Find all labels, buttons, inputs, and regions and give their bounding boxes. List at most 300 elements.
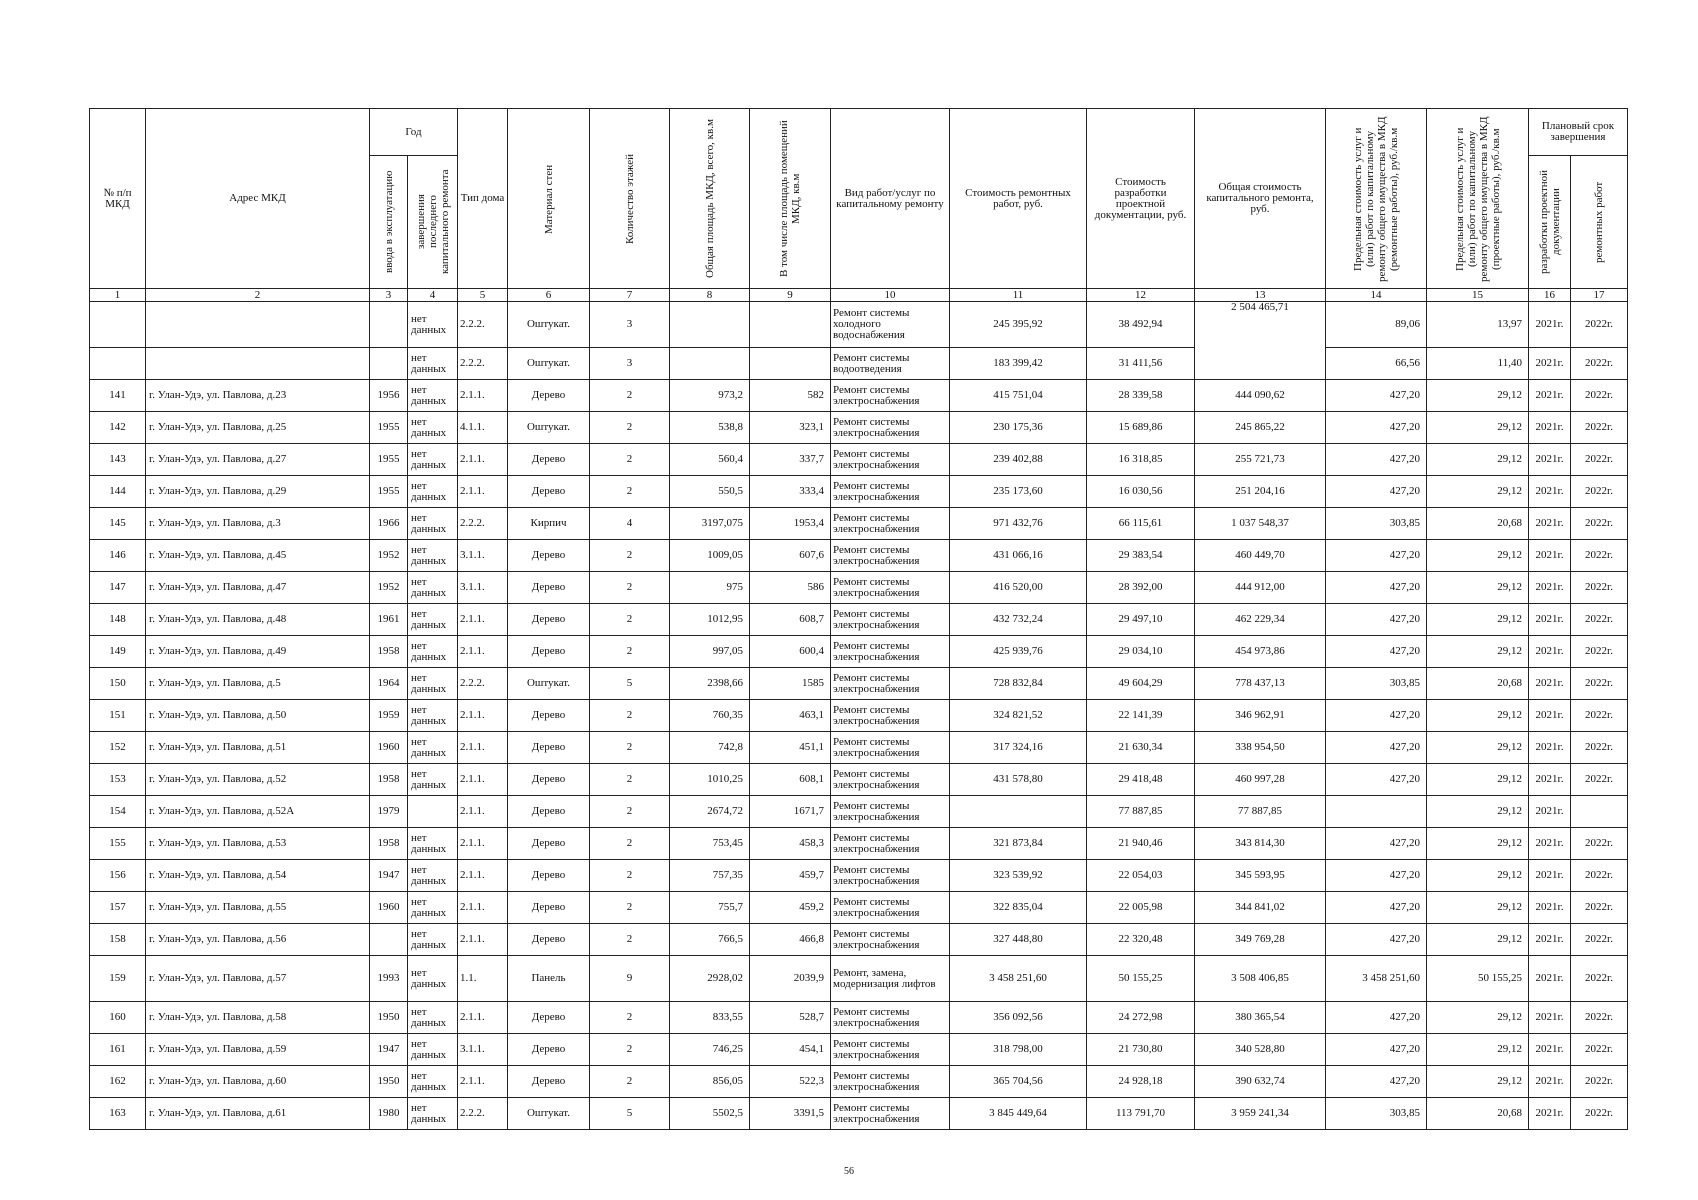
repair-cost-cell: 3 845 449,64 (950, 1098, 1087, 1130)
address-cell: г. Улан-Удэ, ул. Павлова, д.60 (146, 1066, 370, 1098)
limit-repair-cell: 427,20 (1326, 700, 1427, 732)
total-area-cell: 2674,72 (670, 796, 750, 828)
table-row (90, 796, 1628, 828)
total-area-cell: 550,5 (670, 476, 750, 508)
plan-repair-cell: 2022г. (1571, 348, 1628, 380)
premises-area-cell: 3391,5 (750, 1098, 831, 1130)
work-type-cell: Ремонт системы электроснабжения (831, 892, 950, 924)
plan-design-cell: 2021г. (1529, 732, 1571, 764)
plan-repair-cell: 2022г. (1571, 700, 1628, 732)
design-cost-cell: 29 034,10 (1087, 636, 1195, 668)
row-number-cell: 156 (90, 860, 146, 892)
total-cost-cell: 349 769,28 (1195, 924, 1326, 956)
last-repair-cell: нет данных (408, 348, 458, 380)
repair-cost-cell: 365 704,56 (950, 1066, 1087, 1098)
row-number-cell: 149 (90, 636, 146, 668)
limit-design-cell: 29,12 (1427, 860, 1529, 892)
col-number: 7 (590, 289, 670, 302)
limit-design-cell: 29,12 (1427, 412, 1529, 444)
limit-design-cell: 29,12 (1427, 604, 1529, 636)
floors-cell: 2 (590, 380, 670, 412)
table-body (90, 302, 1628, 380)
table-row (90, 444, 1628, 476)
plan-design-cell: 2021г. (1529, 636, 1571, 668)
plan-repair-cell: 2022г. (1571, 444, 1628, 476)
total-area-cell: 3197,075 (670, 508, 750, 540)
floors-cell: 4 (590, 508, 670, 540)
floors-cell: 5 (590, 1098, 670, 1130)
house-type-cell: 4.1.1. (458, 412, 508, 444)
year-built-cell: 1950 (370, 1002, 408, 1034)
limit-design-cell: 29,12 (1427, 1066, 1529, 1098)
last-repair-cell: нет данных (408, 764, 458, 796)
limit-repair-cell: 427,20 (1326, 1034, 1427, 1066)
plan-design-cell: 2021г. (1529, 828, 1571, 860)
last-repair-cell: нет данных (408, 302, 458, 348)
floors-cell: 2 (590, 1066, 670, 1098)
premises-area-cell: 458,3 (750, 828, 831, 860)
floors-cell: 2 (590, 828, 670, 860)
last-repair-cell: нет данных (408, 860, 458, 892)
design-cost-cell: 21 940,46 (1087, 828, 1195, 860)
plan-repair-cell: 2022г. (1571, 1002, 1628, 1034)
total-cost-cell: 444 912,00 (1195, 572, 1326, 604)
plan-repair-cell: 2022г. (1571, 636, 1628, 668)
last-repair-cell: нет данных (408, 668, 458, 700)
total-cost-cell: 454 973,86 (1195, 636, 1326, 668)
premises-area-cell: 451,1 (750, 732, 831, 764)
floors-cell: 5 (590, 668, 670, 700)
plan-design-cell: 2021г. (1529, 668, 1571, 700)
premises-area-cell: 466,8 (750, 924, 831, 956)
col-number: 14 (1326, 289, 1427, 302)
wall-material-cell: Дерево (508, 764, 590, 796)
premises-area-cell: 582 (750, 380, 831, 412)
total-cost-cell: 1 037 548,37 (1195, 508, 1326, 540)
premises-area-cell: 1671,7 (750, 796, 831, 828)
work-type-cell: Ремонт системы электроснабжения (831, 1066, 950, 1098)
total-area-cell: 757,35 (670, 860, 750, 892)
design-cost-cell: 29 383,54 (1087, 540, 1195, 572)
limit-repair-cell: 427,20 (1326, 828, 1427, 860)
plan-design-cell: 2021г. (1529, 892, 1571, 924)
floors-cell: 2 (590, 636, 670, 668)
total-cost-cell: 390 632,74 (1195, 1066, 1326, 1098)
repair-cost-cell: 327 448,80 (950, 924, 1087, 956)
plan-design-cell: 2021г. (1529, 572, 1571, 604)
total-cost-cell: 444 090,62 (1195, 380, 1326, 412)
total-cost-cell: 77 887,85 (1195, 796, 1326, 828)
limit-repair-cell: 89,06 (1326, 302, 1427, 348)
last-repair-cell: нет данных (408, 1002, 458, 1034)
wall-material-cell: Дерево (508, 444, 590, 476)
premises-area-cell: 323,1 (750, 412, 831, 444)
header-col-13: Общая стоимость капитального ремонта, руб. (1195, 109, 1326, 289)
limit-design-cell: 29,12 (1427, 572, 1529, 604)
address-cell: г. Улан-Удэ, ул. Павлова, д.57 (146, 956, 370, 1002)
address-cell: г. Улан-Удэ, ул. Павлова, д.29 (146, 476, 370, 508)
design-cost-cell: 24 272,98 (1087, 1002, 1195, 1034)
house-type-cell: 1.1. (458, 956, 508, 1002)
work-type-cell: Ремонт системы электроснабжения (831, 476, 950, 508)
plan-design-cell: 2021г. (1529, 1002, 1571, 1034)
row-number-cell: 145 (90, 508, 146, 540)
last-repair-cell: нет данных (408, 732, 458, 764)
address-cell: г. Улан-Удэ, ул. Павлова, д.3 (146, 508, 370, 540)
design-cost-cell: 24 928,18 (1087, 1066, 1195, 1098)
table-row (90, 1098, 1628, 1130)
address-cell: г. Улан-Удэ, ул. Павлова, д.52А (146, 796, 370, 828)
plan-design-cell: 2021г. (1529, 302, 1571, 348)
work-type-cell: Ремонт системы электроснабжения (831, 764, 950, 796)
work-type-cell: Ремонт системы электроснабжения (831, 444, 950, 476)
total-area-cell: 560,4 (670, 444, 750, 476)
table-row (90, 572, 1628, 604)
address-cell: г. Улан-Удэ, ул. Павлова, д.45 (146, 540, 370, 572)
repair-cost-cell: 245 395,92 (950, 302, 1087, 348)
total-cost-cell: 3 508 406,85 (1195, 956, 1326, 1002)
year-built-cell: 1952 (370, 540, 408, 572)
row-number-cell: 144 (90, 476, 146, 508)
wall-material-cell: Кирпич (508, 508, 590, 540)
limit-design-cell: 29,12 (1427, 892, 1529, 924)
premises-area-cell: 608,7 (750, 604, 831, 636)
table-row (90, 860, 1628, 892)
plan-repair-cell: 2022г. (1571, 732, 1628, 764)
total-area-cell: 997,05 (670, 636, 750, 668)
plan-repair-cell: 2022г. (1571, 668, 1628, 700)
table-row (90, 700, 1628, 732)
wall-material-cell: Дерево (508, 380, 590, 412)
col-number: 9 (750, 289, 831, 302)
plan-design-cell: 2021г. (1529, 444, 1571, 476)
row-number-cell: 154 (90, 796, 146, 828)
plan-design-cell: 2021г. (1529, 380, 1571, 412)
last-repair-cell: нет данных (408, 508, 458, 540)
repair-cost-cell: 239 402,88 (950, 444, 1087, 476)
total-cost-cell: 380 365,54 (1195, 1002, 1326, 1034)
work-type-cell: Ремонт системы электроснабжения (831, 668, 950, 700)
work-type-cell: Ремонт системы электроснабжения (831, 924, 950, 956)
plan-design-cell: 2021г. (1529, 1034, 1571, 1066)
header-col-6: Материал стен (508, 109, 590, 289)
design-cost-cell: 29 418,48 (1087, 764, 1195, 796)
house-type-cell: 2.1.1. (458, 444, 508, 476)
row-number-cell: 155 (90, 828, 146, 860)
plan-repair-cell: 2022г. (1571, 604, 1628, 636)
col-number: 5 (458, 289, 508, 302)
floors-cell: 2 (590, 860, 670, 892)
last-repair-cell: нет данных (408, 476, 458, 508)
limit-repair-cell: 303,85 (1326, 668, 1427, 700)
premises-area-cell: 454,1 (750, 1034, 831, 1066)
header-plan-group: Плановый срок завершения (1529, 109, 1628, 156)
design-cost-cell: 22 054,03 (1087, 860, 1195, 892)
limit-design-cell: 29,12 (1427, 796, 1529, 828)
col-number: 11 (950, 289, 1087, 302)
house-type-cell: 2.1.1. (458, 828, 508, 860)
repair-cost-cell: 321 873,84 (950, 828, 1087, 860)
address-cell: г. Улан-Удэ, ул. Павлова, д.51 (146, 732, 370, 764)
house-type-cell: 2.1.1. (458, 924, 508, 956)
floors-cell: 2 (590, 924, 670, 956)
limit-design-cell: 13,97 (1427, 302, 1529, 348)
header-col-4: завершения последнего капитального ремонта (408, 156, 458, 289)
floors-cell: 2 (590, 412, 670, 444)
col-number: 3 (370, 289, 408, 302)
design-cost-cell: 66 115,61 (1087, 508, 1195, 540)
table-row (90, 956, 1628, 1002)
premises-area-cell: 459,7 (750, 860, 831, 892)
table-row (90, 636, 1628, 668)
limit-repair-cell: 427,20 (1326, 444, 1427, 476)
row-number-cell: 146 (90, 540, 146, 572)
total-cost-cell: 251 204,16 (1195, 476, 1326, 508)
total-area-cell: 1010,25 (670, 764, 750, 796)
wall-material-cell: Дерево (508, 892, 590, 924)
limit-repair-cell: 427,20 (1326, 860, 1427, 892)
table-row (90, 412, 1628, 444)
row-number-cell: 163 (90, 1098, 146, 1130)
total-area-cell: 742,8 (670, 732, 750, 764)
repair-cost-cell (950, 796, 1087, 828)
design-cost-cell: 77 887,85 (1087, 796, 1195, 828)
plan-design-cell: 2021г. (1529, 764, 1571, 796)
total-cost-cell: 2 504 465,71 (1195, 302, 1326, 380)
address-cell: г. Улан-Удэ, ул. Павлова, д.50 (146, 700, 370, 732)
col-number: 8 (670, 289, 750, 302)
address-cell: г. Улан-Удэ, ул. Павлова, д.47 (146, 572, 370, 604)
year-built-cell: 1955 (370, 412, 408, 444)
address-cell: г. Улан-Удэ, ул. Павлова, д.48 (146, 604, 370, 636)
work-type-cell: Ремонт системы электроснабжения (831, 540, 950, 572)
wall-material-cell: Дерево (508, 540, 590, 572)
limit-repair-cell: 3 458 251,60 (1326, 956, 1427, 1002)
house-type-cell: 2.1.1. (458, 636, 508, 668)
repair-cost-cell: 323 539,92 (950, 860, 1087, 892)
last-repair-cell: нет данных (408, 1066, 458, 1098)
floors-cell: 2 (590, 1002, 670, 1034)
plan-repair-cell: 2022г. (1571, 764, 1628, 796)
table-row (90, 828, 1628, 860)
house-type-cell: 2.1.1. (458, 700, 508, 732)
row-number-cell: 160 (90, 1002, 146, 1034)
table-row (90, 1034, 1628, 1066)
address-cell: г. Улан-Удэ, ул. Павлова, д.58 (146, 1002, 370, 1034)
limit-design-cell: 50 155,25 (1427, 956, 1529, 1002)
col-number: 2 (146, 289, 370, 302)
document-page (89, 108, 1627, 1130)
table-row (90, 1002, 1628, 1034)
premises-area-cell: 333,4 (750, 476, 831, 508)
premises-area-cell: 1953,4 (750, 508, 831, 540)
last-repair-cell: нет данных (408, 956, 458, 1002)
house-type-cell: 2.1.1. (458, 732, 508, 764)
header-col-7: Количество этажей (590, 109, 670, 289)
limit-repair-cell: 427,20 (1326, 636, 1427, 668)
repair-cost-cell: 183 399,42 (950, 348, 1087, 380)
premises-area-cell: 337,7 (750, 444, 831, 476)
last-repair-cell: нет данных (408, 892, 458, 924)
row-number-cell: 161 (90, 1034, 146, 1066)
total-area-cell: 2398,66 (670, 668, 750, 700)
plan-design-cell: 2021г. (1529, 348, 1571, 380)
work-type-cell: Ремонт системы холодного водоснабжения (831, 302, 950, 348)
total-cost-cell: 460 997,28 (1195, 764, 1326, 796)
plan-design-cell: 2021г. (1529, 476, 1571, 508)
row-number-cell: 147 (90, 572, 146, 604)
year-built-cell: 1947 (370, 1034, 408, 1066)
header-col-12: Стоимость разработки проектной документации, руб. (1087, 109, 1195, 289)
total-cost-cell: 255 721,73 (1195, 444, 1326, 476)
repair-cost-cell: 431 578,80 (950, 764, 1087, 796)
repair-cost-cell: 425 939,76 (950, 636, 1087, 668)
plan-repair-cell: 2022г. (1571, 572, 1628, 604)
house-type-cell: 2.1.1. (458, 604, 508, 636)
wall-material-cell: Дерево (508, 828, 590, 860)
design-cost-cell: 113 791,70 (1087, 1098, 1195, 1130)
header-col-3: ввода в эксплуатацию (370, 156, 408, 289)
design-cost-cell: 29 497,10 (1087, 604, 1195, 636)
plan-repair-cell: 2022г. (1571, 1034, 1628, 1066)
limit-repair-cell: 427,20 (1326, 540, 1427, 572)
work-type-cell: Ремонт системы электроснабжения (831, 828, 950, 860)
plan-repair-cell: 2022г. (1571, 476, 1628, 508)
wall-material-cell: Дерево (508, 636, 590, 668)
total-area-cell: 760,35 (670, 700, 750, 732)
premises-area-cell: 600,4 (750, 636, 831, 668)
work-type-cell: Ремонт системы электроснабжения (831, 508, 950, 540)
header-col-14: Предельная стоимость услуг и (или) работ по капитальному ремонту общего имущества в МКД (ремонтные работы), руб./кв.м (1326, 109, 1427, 289)
limit-design-cell: 29,12 (1427, 380, 1529, 412)
plan-repair-cell: 2022г. (1571, 1098, 1628, 1130)
wall-material-cell: Панель (508, 956, 590, 1002)
plan-design-cell: 2021г. (1529, 796, 1571, 828)
repair-cost-cell: 415 751,04 (950, 380, 1087, 412)
house-type-cell: 2.1.1. (458, 892, 508, 924)
repair-cost-cell: 322 835,04 (950, 892, 1087, 924)
work-type-cell: Ремонт системы электроснабжения (831, 700, 950, 732)
house-type-cell: 3.1.1. (458, 540, 508, 572)
design-cost-cell: 15 689,86 (1087, 412, 1195, 444)
plan-repair-cell: 2022г. (1571, 1066, 1628, 1098)
total-cost-cell: 345 593,95 (1195, 860, 1326, 892)
row-number-cell: 157 (90, 892, 146, 924)
total-cost-cell: 346 962,91 (1195, 700, 1326, 732)
repair-cost-cell: 431 066,16 (950, 540, 1087, 572)
total-area-cell: 746,25 (670, 1034, 750, 1066)
table-row (90, 764, 1628, 796)
year-built-cell: 1952 (370, 572, 408, 604)
total-area-cell: 975 (670, 572, 750, 604)
header-col-16: разработки проектной документации (1529, 156, 1571, 289)
total-area-cell: 973,2 (670, 380, 750, 412)
wall-material-cell: Дерево (508, 1002, 590, 1034)
total-area-cell: 2928,02 (670, 956, 750, 1002)
total-area-cell: 766,5 (670, 924, 750, 956)
premises-area-cell: 1585 (750, 668, 831, 700)
limit-design-cell: 29,12 (1427, 924, 1529, 956)
wall-material-cell: Оштукат. (508, 302, 590, 348)
wall-material-cell: Дерево (508, 796, 590, 828)
plan-design-cell: 2021г. (1529, 540, 1571, 572)
plan-design-cell: 2021г. (1529, 604, 1571, 636)
header-col-15: Предельная стоимость услуг и (или) работ по капитальному ремонту общего имущества в МКД (проектные работы), руб./кв.м (1427, 109, 1529, 289)
last-repair-cell: нет данных (408, 700, 458, 732)
address-cell: г. Улан-Удэ, ул. Павлова, д.27 (146, 444, 370, 476)
last-repair-cell: нет данных (408, 604, 458, 636)
wall-material-cell: Дерево (508, 924, 590, 956)
house-type-cell: 2.1.1. (458, 764, 508, 796)
wall-material-cell: Дерево (508, 732, 590, 764)
work-type-cell: Ремонт системы электроснабжения (831, 412, 950, 444)
total-cost-cell: 343 814,30 (1195, 828, 1326, 860)
year-built-cell: 1993 (370, 956, 408, 1002)
work-type-cell: Ремонт системы электроснабжения (831, 604, 950, 636)
year-built-cell: 1961 (370, 604, 408, 636)
plan-design-cell: 2021г. (1529, 700, 1571, 732)
limit-repair-cell: 427,20 (1326, 1002, 1427, 1034)
floors-cell: 2 (590, 604, 670, 636)
plan-design-cell: 2021г. (1529, 860, 1571, 892)
house-type-cell: 2.1.1. (458, 860, 508, 892)
col-number: 1 (90, 289, 146, 302)
year-built-cell: 1955 (370, 476, 408, 508)
repair-cost-cell: 416 520,00 (950, 572, 1087, 604)
address-cell: г. Улан-Удэ, ул. Павлова, д.23 (146, 380, 370, 412)
address-cell: г. Улан-Удэ, ул. Павлова, д.55 (146, 892, 370, 924)
limit-repair-cell: 427,20 (1326, 1066, 1427, 1098)
plan-design-cell: 2021г. (1529, 956, 1571, 1002)
repair-cost-cell: 432 732,24 (950, 604, 1087, 636)
premises-area-cell: 528,7 (750, 1002, 831, 1034)
row-number-cell: 153 (90, 764, 146, 796)
limit-design-cell: 29,12 (1427, 444, 1529, 476)
work-type-cell: Ремонт системы электроснабжения (831, 732, 950, 764)
house-type-cell: 2.2.2. (458, 668, 508, 700)
plan-repair-cell: 2022г. (1571, 508, 1628, 540)
page-number: 56 (844, 1166, 854, 1177)
year-built-cell: 1958 (370, 636, 408, 668)
col-number: 15 (1427, 289, 1529, 302)
header-col-9: В том числе площадь помещений МКД, кв.м (750, 109, 831, 289)
address-cell: г. Улан-Удэ, ул. Павлова, д.52 (146, 764, 370, 796)
total-area-cell: 753,45 (670, 828, 750, 860)
limit-repair-cell: 427,20 (1326, 412, 1427, 444)
limit-design-cell: 29,12 (1427, 476, 1529, 508)
floors-cell: 2 (590, 1034, 670, 1066)
repair-cost-cell: 318 798,00 (950, 1034, 1087, 1066)
limit-design-cell: 20,68 (1427, 1098, 1529, 1130)
work-type-cell: Ремонт системы электроснабжения (831, 636, 950, 668)
table-row (90, 508, 1628, 540)
plan-repair-cell: 2022г. (1571, 828, 1628, 860)
row-number-cell: 162 (90, 1066, 146, 1098)
address-cell: г. Улан-Удэ, ул. Павлова, д.54 (146, 860, 370, 892)
limit-repair-cell (1326, 796, 1427, 828)
limit-repair-cell: 427,20 (1326, 764, 1427, 796)
plan-repair-cell: 2022г. (1571, 860, 1628, 892)
limit-design-cell: 29,12 (1427, 732, 1529, 764)
row-number-cell: 152 (90, 732, 146, 764)
header-col-10: Вид работ/услуг по капитальному ремонту (831, 109, 950, 289)
last-repair-cell (408, 796, 458, 828)
header-col-17: ремонтных работ (1571, 156, 1628, 289)
total-cost-cell: 344 841,02 (1195, 892, 1326, 924)
repair-cost-cell: 235 173,60 (950, 476, 1087, 508)
row-number-cell: 159 (90, 956, 146, 1002)
wall-material-cell: Дерево (508, 572, 590, 604)
